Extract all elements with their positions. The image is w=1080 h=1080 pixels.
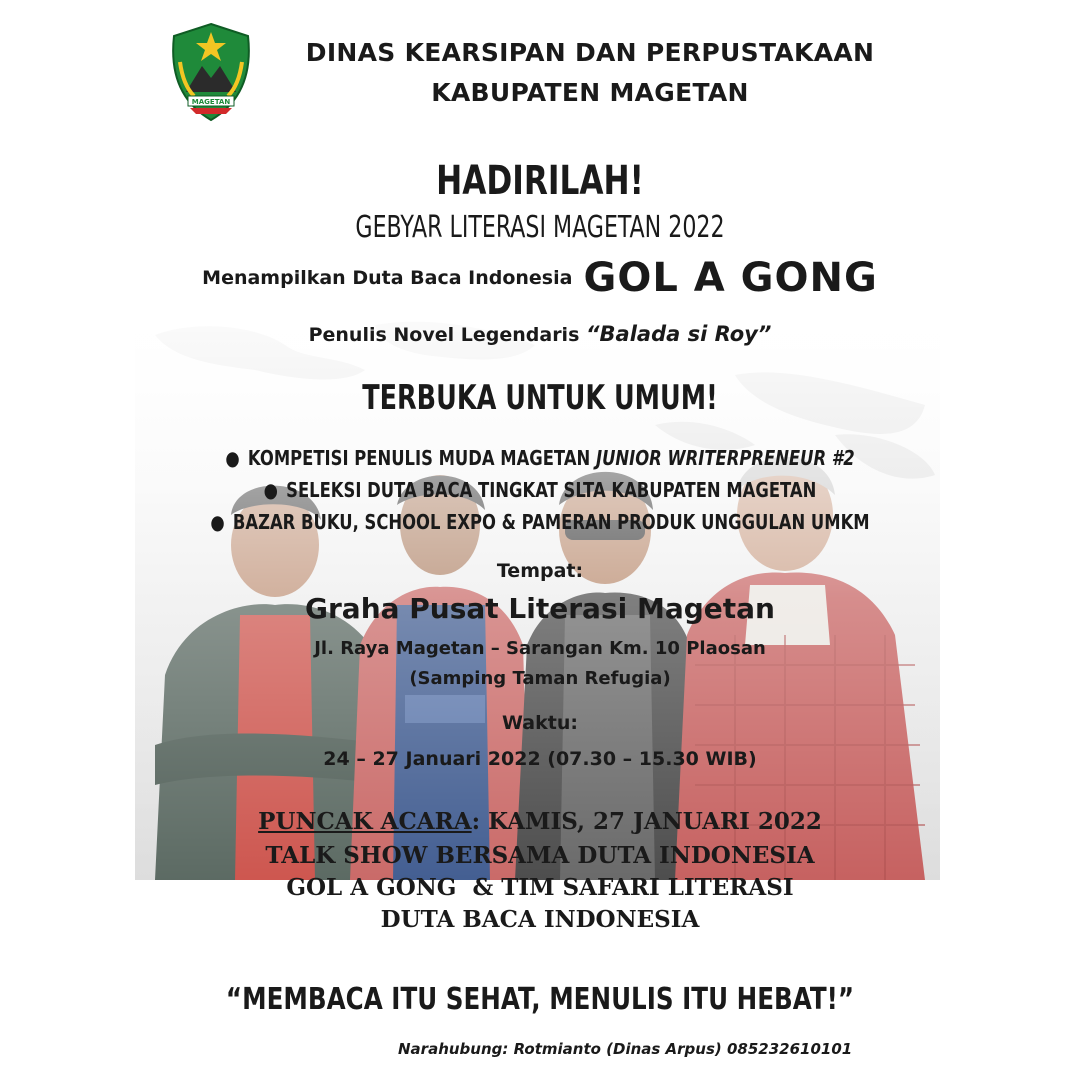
logo-text: MAGETAN [191, 98, 231, 106]
bullet-text: SELEKSI DUTA BACA TINGKAT SLTA KABUPATEN MAGETAN [286, 478, 817, 502]
time-value: 24 – 27 Januari 2022 (07.30 – 15.30 WIB) [323, 748, 757, 770]
feature-intro: Menampilkan Duta Baca Indonesia [202, 267, 573, 289]
peak-label: PUNCAK ACARA [258, 808, 472, 835]
bullet-text: KOMPETISI PENULIS MUDA MAGETAN [247, 446, 591, 470]
writer-line [0, 322, 1080, 346]
magetan-crest-icon [168, 22, 254, 122]
slogan: “MEMBACA ITU SEHAT, MENULIS ITU HEBAT!” [225, 982, 855, 1017]
talkshow-line1: TALK SHOW BERSAMA DUTA INDONESIA [265, 842, 815, 869]
org-name-line1: DINAS KEARSIPAN DAN PERPUSTAKAAN [305, 38, 875, 67]
event-title: GEBYAR LITERASI MAGETAN 2022 [355, 210, 725, 245]
list-item [97, 446, 983, 470]
open-public-heading: TERBUKA UNTUK UMUM! [362, 378, 718, 418]
talkshow-line2: GOL A GONG & TIM SAFARI LITERASI [286, 874, 794, 901]
writer-book: “Balada si Roy” [586, 322, 772, 346]
venue-address: Jl. Raya Magetan – Sarangan Km. 10 Plaosan [314, 638, 766, 659]
org-name-line2: KABUPATEN MAGETAN [431, 78, 749, 107]
talkshow-line3: DUTA BACA INDONESIA [380, 906, 700, 933]
feature-line [0, 255, 1080, 301]
writer-intro: Penulis Novel Legendaris [308, 324, 580, 346]
bullet-text: BAZAR BUKU, SCHOOL EXPO & PAMERAN PRODUK UNGGULAN UMKM [232, 510, 870, 534]
bullet-dot-icon: ● [225, 446, 240, 470]
venue-label: Tempat: [496, 560, 584, 582]
venue-note: (Samping Taman Refugia) [409, 668, 671, 689]
bullet-dot-icon: ● [210, 510, 225, 534]
feature-name: GOL A GONG [583, 255, 878, 301]
headline: HADIRILAH! [436, 158, 644, 204]
peak-event-line [0, 808, 1080, 835]
list-item [97, 510, 983, 534]
bullet-dot-icon: ● [263, 478, 278, 502]
time-label: Waktu: [502, 712, 578, 734]
venue-name: Graha Pusat Literasi Magetan [305, 592, 775, 625]
list-item [97, 478, 983, 502]
bullet-text-italic: JUNIOR WRITERPRENEUR #2 [595, 446, 855, 470]
contact-info: Narahubung: Rotmianto (Dinas Arpus) 085232610101 [398, 1040, 853, 1058]
peak-value: : KAMIS, 27 JANUARI 2022 [471, 808, 822, 835]
regency-logo [168, 22, 254, 122]
